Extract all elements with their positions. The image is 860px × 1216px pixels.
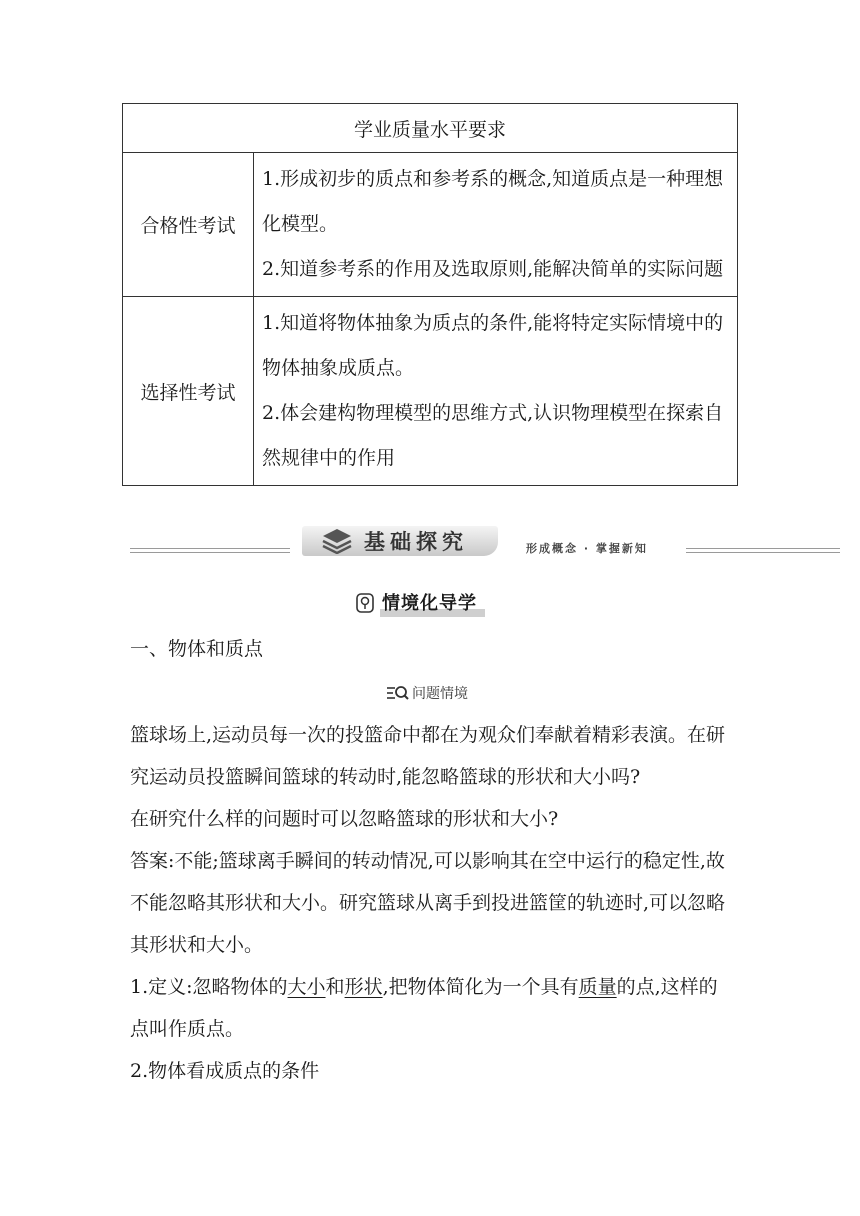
table-row — [123, 297, 738, 486]
scenario-text: 篮球场上,运动员每一次的投篮命中都在为观众们奉献着精彩表演。在研究运动员投篮瞬间篮球的转动时,能忽略篮球的形状和大小吗? — [130, 724, 726, 788]
banner-slogan: 形成概念 · 掌握新知 — [526, 542, 648, 555]
definition-part: ,把物体简化为一个具有 — [382, 976, 579, 998]
section-banner — [130, 524, 840, 560]
definition-part: 和 — [325, 976, 345, 998]
definition-text — [130, 966, 732, 1050]
banner-divider — [130, 548, 290, 553]
definition-part: 1.定义:忽略物体的 — [130, 976, 288, 998]
category-cell: 选择性考试 — [123, 297, 254, 486]
answer-text: 答案:不能;篮球离手瞬间的转动情况,可以影响其在空中运行的稳定性,故不能忽略其形状和大小。研究篮球从离手到投进篮筐的轨迹时,可以忽略其形状和大小。 — [130, 850, 726, 956]
requirement-item: 1.形成初步的质点和参考系的概念,知道质点是一种理想化模型。 — [262, 168, 724, 235]
requirement-cell — [254, 297, 738, 486]
definition-part: 的点,这样的点叫作质点。 — [130, 976, 718, 1040]
requirement-item: 1.知道将物体抽象为质点的条件,能将特定实际情境中的物体抽象成质点。 — [262, 312, 724, 379]
underlined-term: 质量 — [578, 976, 617, 998]
banner-divider — [686, 548, 840, 553]
scenario-question: 在研究什么样的问题时可以忽略篮球的形状和大小? — [130, 808, 559, 830]
banner-badge — [302, 526, 498, 556]
underlined-term: 形状 — [344, 976, 383, 998]
category-cell: 合格性考试 — [123, 153, 254, 297]
requirement-item: 2.体会建构物理模型的思维方式,认识物理模型在探索自然规律中的作用 — [262, 402, 724, 469]
table-row — [123, 153, 738, 297]
condition-title: 2.物体看成质点的条件 — [130, 1060, 320, 1082]
question-label — [386, 683, 468, 703]
subheading-title: 情境化导学 — [380, 589, 485, 617]
requirement-cell — [254, 153, 738, 297]
bulb-icon — [356, 593, 374, 613]
search-doc-icon — [386, 685, 410, 701]
table-header: 学业质量水平要求 — [123, 104, 738, 153]
question-label-text: 问题情境 — [412, 686, 468, 702]
requirement-item: 2.知道参考系的作用及选取原则,能解决简单的实际问题 — [262, 258, 724, 280]
section-title: 一、物体和质点 — [130, 638, 264, 660]
quality-requirements-table — [122, 103, 738, 486]
banner-title: 基础探究 — [364, 530, 468, 554]
stacked-layers-icon — [322, 528, 352, 554]
section-body — [130, 714, 732, 1092]
subheading — [356, 590, 485, 616]
underlined-term: 大小 — [287, 976, 326, 998]
